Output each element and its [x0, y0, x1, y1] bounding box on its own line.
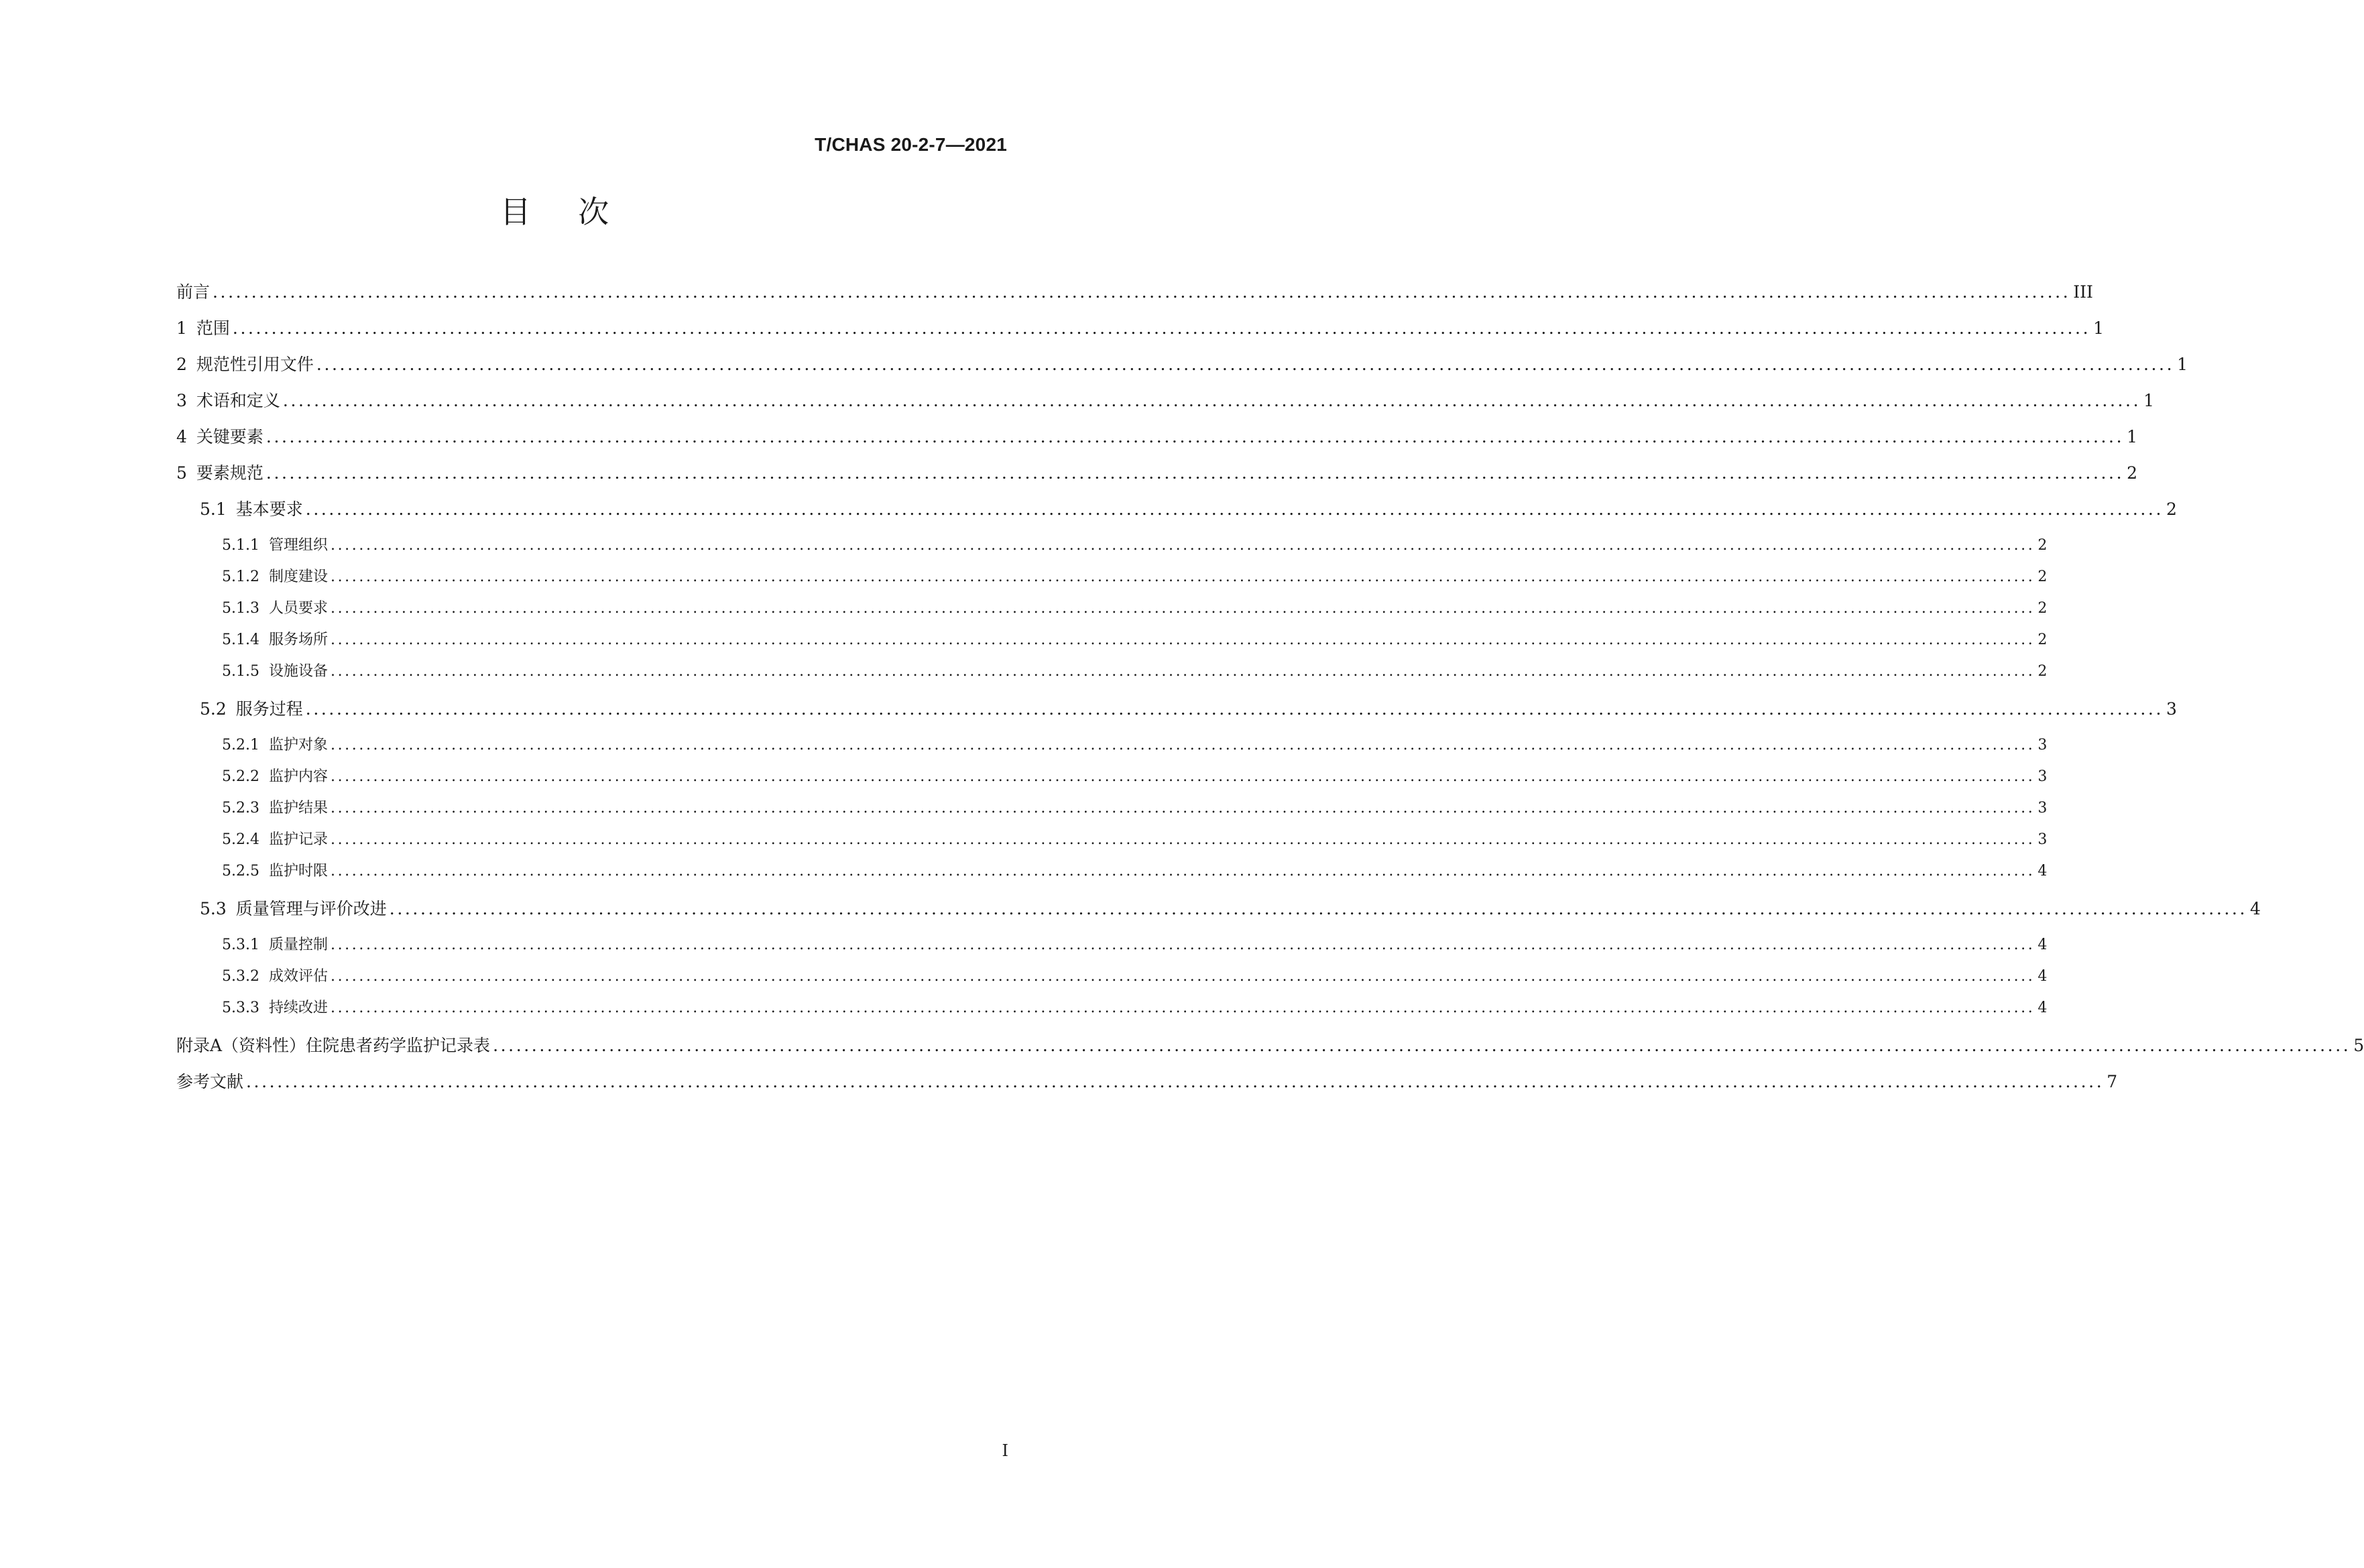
- toc-entry-page: 4: [2037, 968, 2048, 985]
- toc-entry-5-2-5[interactable]: [222, 863, 2048, 880]
- toc-entry-2[interactable]: [176, 355, 2188, 374]
- toc-entry-text: 服务过程: [235, 699, 303, 719]
- toc-entry-text: 质量管理与评价改进: [235, 899, 387, 918]
- toc-entry-number: 5.3.1: [222, 937, 259, 953]
- toc-entry-5[interactable]: [176, 463, 2138, 483]
- toc-entry-page: 5: [2353, 1036, 2364, 1055]
- leader-dots: ................................................................................................................................................................................................................................................: [389, 899, 2248, 918]
- toc-entry-number: 5.2.4: [222, 831, 259, 848]
- toc-entry-appendix-a[interactable]: [176, 1036, 2364, 1055]
- leader-dots: ................................................................................................................................................................................................................................................: [265, 427, 2125, 446]
- toc-entry-5-2-4[interactable]: [222, 831, 2048, 848]
- toc-entry-number: 2: [176, 355, 187, 374]
- toc-entry-text: 术语和定义: [196, 391, 280, 410]
- toc-entry-5-1-2[interactable]: [222, 568, 2048, 585]
- toc-entry-number: 5.2: [200, 699, 227, 719]
- toc-entry-text: 范围: [196, 318, 230, 338]
- toc-entry-5-1-1[interactable]: [222, 537, 2048, 554]
- toc-entry-number: 5.1.4: [222, 631, 259, 648]
- leader-dots: ................................................................................................................................................................................................................................................: [493, 1036, 2351, 1055]
- toc-entry-number: 5.1.5: [222, 663, 259, 680]
- leader-dots: ................................................................................................................................................................................................................................................: [316, 355, 2175, 374]
- toc-entry-text: 成效评估: [268, 968, 328, 985]
- toc-entry-page: 2: [2166, 499, 2177, 519]
- toc-entry-page: 2: [2037, 631, 2048, 648]
- toc-entry-5-2-2[interactable]: [222, 768, 2048, 785]
- toc-entry-number: 5: [176, 463, 187, 483]
- toc-entry-5-1-4[interactable]: [222, 631, 2048, 648]
- toc-entry-page: 1: [2177, 355, 2188, 374]
- toc-entry-page: 2: [2037, 568, 2048, 585]
- leader-dots: ................................................................................................................................................................................................................................................: [331, 863, 2035, 880]
- toc-entry-foreword[interactable]: [176, 282, 2093, 302]
- toc-entry-text: 关键要素: [196, 427, 263, 446]
- toc-entry-number: 5.1.2: [222, 568, 259, 585]
- toc-entry-5-1[interactable]: [200, 499, 2177, 519]
- toc-entry-page: 3: [2037, 737, 2048, 753]
- toc-entry-references[interactable]: [176, 1072, 2118, 1091]
- toc-entry-text: 监护记录: [268, 831, 328, 848]
- toc-entry-text: 持续改进: [268, 1000, 328, 1016]
- toc-entry-page: 1: [2093, 318, 2105, 338]
- leader-dots: ................................................................................................................................................................................................................................................: [331, 600, 2035, 617]
- toc-entry-number: 5.2.3: [222, 800, 259, 817]
- leader-dots: ................................................................................................................................................................................................................................................: [331, 831, 2035, 848]
- leader-dots: ................................................................................................................................................................................................................................................: [331, 631, 2035, 648]
- toc-entry-page: 1: [2127, 427, 2138, 446]
- toc-entry-5-1-5[interactable]: [222, 663, 2048, 680]
- toc-entry-1[interactable]: [176, 318, 2105, 338]
- toc-entry-text: 要素规范: [196, 463, 263, 483]
- toc-entry-page: 3: [2037, 800, 2048, 817]
- toc-entry-page: 2: [2037, 663, 2048, 680]
- leader-dots: ................................................................................................................................................................................................................................................: [246, 1072, 2105, 1091]
- toc-entry-text: 附录A（资料性）住院患者药学监护记录表: [176, 1036, 491, 1055]
- toc-entry-text: 监护结果: [268, 800, 328, 817]
- toc-entry-page: 4: [2037, 1000, 2048, 1016]
- leader-dots: ................................................................................................................................................................................................................................................: [331, 968, 2035, 985]
- leader-dots: ................................................................................................................................................................................................................................................: [331, 537, 2035, 554]
- leader-dots: ................................................................................................................................................................................................................................................: [213, 282, 2071, 302]
- toc-entry-text: 制度建设: [268, 568, 328, 585]
- toc-entry-number: 4: [176, 427, 187, 446]
- toc-entry-text: 前言: [176, 282, 211, 302]
- toc-entry-number: 5.2.5: [222, 863, 259, 880]
- toc-entry-text: 管理组织: [268, 537, 328, 554]
- page-title: 目 次: [499, 194, 628, 230]
- toc-entry-5-2-3[interactable]: [222, 800, 2048, 817]
- toc-entry-number: 5.2.1: [222, 737, 259, 753]
- toc-entry-5-3-2[interactable]: [222, 968, 2048, 985]
- toc-entry-page: 3: [2037, 768, 2048, 785]
- toc-entry-number: 5.1: [200, 499, 227, 519]
- toc-entry-number: 1: [176, 318, 187, 338]
- toc-entry-text: 监护时限: [268, 863, 328, 880]
- toc-entry-page: 7: [2107, 1072, 2118, 1091]
- toc-entry-3[interactable]: [176, 391, 2155, 410]
- leader-dots: ................................................................................................................................................................................................................................................: [331, 1000, 2035, 1016]
- toc-entry-text: 服务场所: [268, 631, 328, 648]
- toc-entry-number: 5.3.2: [222, 968, 259, 985]
- leader-dots: ................................................................................................................................................................................................................................................: [331, 568, 2035, 585]
- toc-entry-text: 监护对象: [268, 737, 328, 753]
- leader-dots: ................................................................................................................................................................................................................................................: [331, 737, 2035, 753]
- leader-dots: ................................................................................................................................................................................................................................................: [331, 663, 2035, 680]
- toc-entry-page: 4: [2250, 899, 2261, 918]
- toc-entry-text: 基本要求: [235, 499, 303, 519]
- leader-dots: ................................................................................................................................................................................................................................................: [232, 318, 2091, 338]
- toc-entry-text: 设施设备: [268, 663, 328, 680]
- toc-entry-page: III: [2073, 282, 2093, 302]
- toc-entry-number: 5.3: [200, 899, 227, 918]
- toc-entry-5-2[interactable]: [200, 699, 2177, 719]
- leader-dots: ................................................................................................................................................................................................................................................: [305, 699, 2164, 719]
- toc-entry-text: 监护内容: [268, 768, 328, 785]
- leader-dots: ................................................................................................................................................................................................................................................: [331, 937, 2035, 953]
- toc-entry-text: 人员要求: [268, 600, 328, 617]
- leader-dots: ................................................................................................................................................................................................................................................: [331, 768, 2035, 785]
- toc-entry-text: 规范性引用文件: [196, 355, 314, 374]
- toc-entry-5-1-3[interactable]: [222, 600, 2048, 617]
- leader-dots: ................................................................................................................................................................................................................................................: [305, 499, 2164, 519]
- toc-entry-number: 3: [176, 391, 187, 410]
- toc-entry-page: 4: [2037, 863, 2048, 880]
- toc-entry-4[interactable]: [176, 427, 2138, 446]
- toc-entry-page: 2: [2037, 600, 2048, 617]
- toc-entry-page: 3: [2037, 831, 2048, 848]
- toc-entry-5-2-1[interactable]: [222, 737, 2048, 753]
- toc-entry-text: 参考文献: [176, 1072, 244, 1091]
- toc-entry-page: 1: [2143, 391, 2155, 410]
- toc-entry-number: 5.1.3: [222, 600, 259, 617]
- toc-entry-5-3-3[interactable]: [222, 1000, 2048, 1016]
- page-number: I: [1002, 1441, 1008, 1460]
- leader-dots: ................................................................................................................................................................................................................................................: [282, 391, 2141, 410]
- toc-entry-page: 4: [2037, 937, 2048, 953]
- toc-entry-number: 5.1.1: [222, 537, 259, 554]
- toc-entry-page: 3: [2166, 699, 2177, 719]
- toc-entry-number: 5.2.2: [222, 768, 259, 785]
- toc-entry-5-3[interactable]: [200, 899, 2261, 918]
- toc-entry-page: 2: [2037, 537, 2048, 554]
- toc-entry-page: 2: [2127, 463, 2138, 483]
- leader-dots: ................................................................................................................................................................................................................................................: [265, 463, 2125, 483]
- toc-entry-text: 质量控制: [268, 937, 328, 953]
- leader-dots: ................................................................................................................................................................................................................................................: [331, 800, 2035, 817]
- toc-entry-number: 5.3.3: [222, 1000, 259, 1016]
- standard-code: T/CHAS 20-2-7—2021: [815, 134, 1007, 155]
- toc-entry-5-3-1[interactable]: [222, 937, 2048, 953]
